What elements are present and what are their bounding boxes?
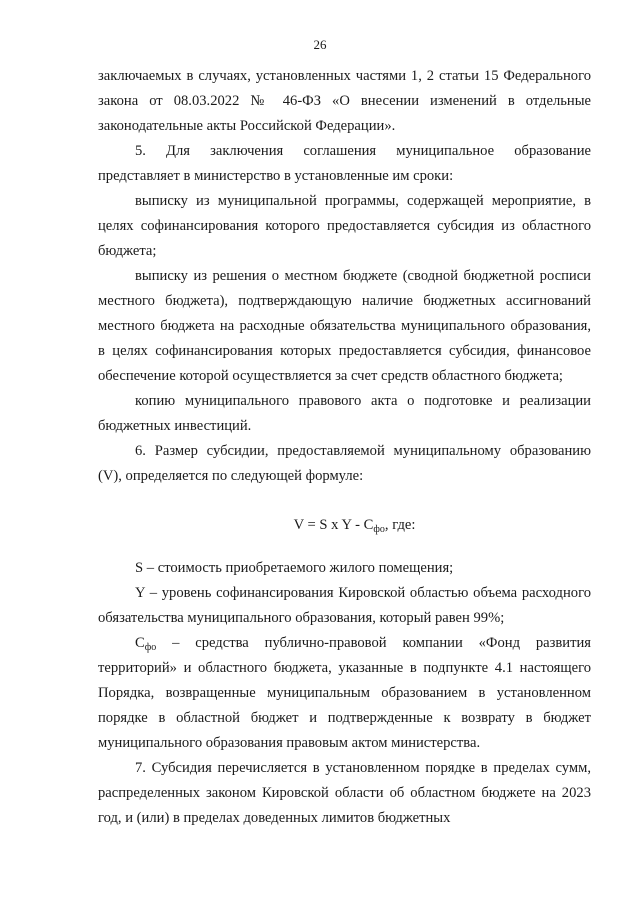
formula-main: V = S x Y - C [293, 517, 374, 533]
subsidy-formula [98, 513, 591, 538]
paragraph-program-extract: выписку из муниципальной программы, содержащей мероприятие, в целях софинансирования которого предоставляется субсидия из областного бюджета; [98, 193, 591, 259]
paragraph-item-6: 6. Размер субсидии, предоставляемой муниципальному образованию (V), определяется по следующей формуле: [98, 443, 591, 484]
definition-c [98, 631, 591, 756]
definition-c-subscript: фо [144, 642, 157, 653]
document-body [98, 64, 591, 831]
paragraph-legal-act-copy: копию муниципального правового акта о подготовке и реализации бюджетных инвестиций. [98, 393, 591, 434]
page-number: 26 [313, 37, 327, 52]
definition-c-symbol: С [135, 635, 145, 651]
formula-subscript: фо [373, 524, 385, 535]
definition-y: Y – уровень софинансирования Кировской областью объема расходного обязательства муниципального образования, который равен 99%; [98, 585, 591, 626]
formula-suffix: , где: [384, 517, 416, 533]
definition-s: S – стоимость приобретаемого жилого помещения; [135, 560, 454, 576]
paragraph-item-7: 7. Субсидия перечисляется в установленном порядке в пределах сумм, распределенных законом Кировской области об областном бюджете на 2023 год, и (или) в пределах доведенных лимитов бюджетных [98, 760, 591, 826]
definition-c-text: – средства публично-правовой компании «Фонд развития территорий» и областного бюджета, указанные в подпункте 4.1 настоящего Порядка, возвращенные муниципальным образованием в установленном порядке в областной бюджет и подтвержденные к возврату в бюджет муниципального образования правовым актом министерства. [98, 635, 591, 751]
paragraph-continuation: заключаемых в случаях, установленных частями 1, 2 статьи 15 Федерального закона от 08.03.2022 № 46-ФЗ «О внесении изменений в отдельные законодательные акты Российской Федерации». [98, 68, 591, 134]
paragraph-item-5: 5. Для заключения соглашения муниципальное образование представляет в министерство в установленные им сроки: [98, 143, 591, 184]
paragraph-budget-extract: выписку из решения о местном бюджете (сводной бюджетной росписи местного бюджета), подтверждающую наличие бюджетных ассигнований местного бюджета на расходные обязательства муниципального образования, в целях софинансирования которых предоставляется субсидия, финансовое обеспечение которой осуществляется за счет средств областного бюджета; [98, 268, 591, 384]
